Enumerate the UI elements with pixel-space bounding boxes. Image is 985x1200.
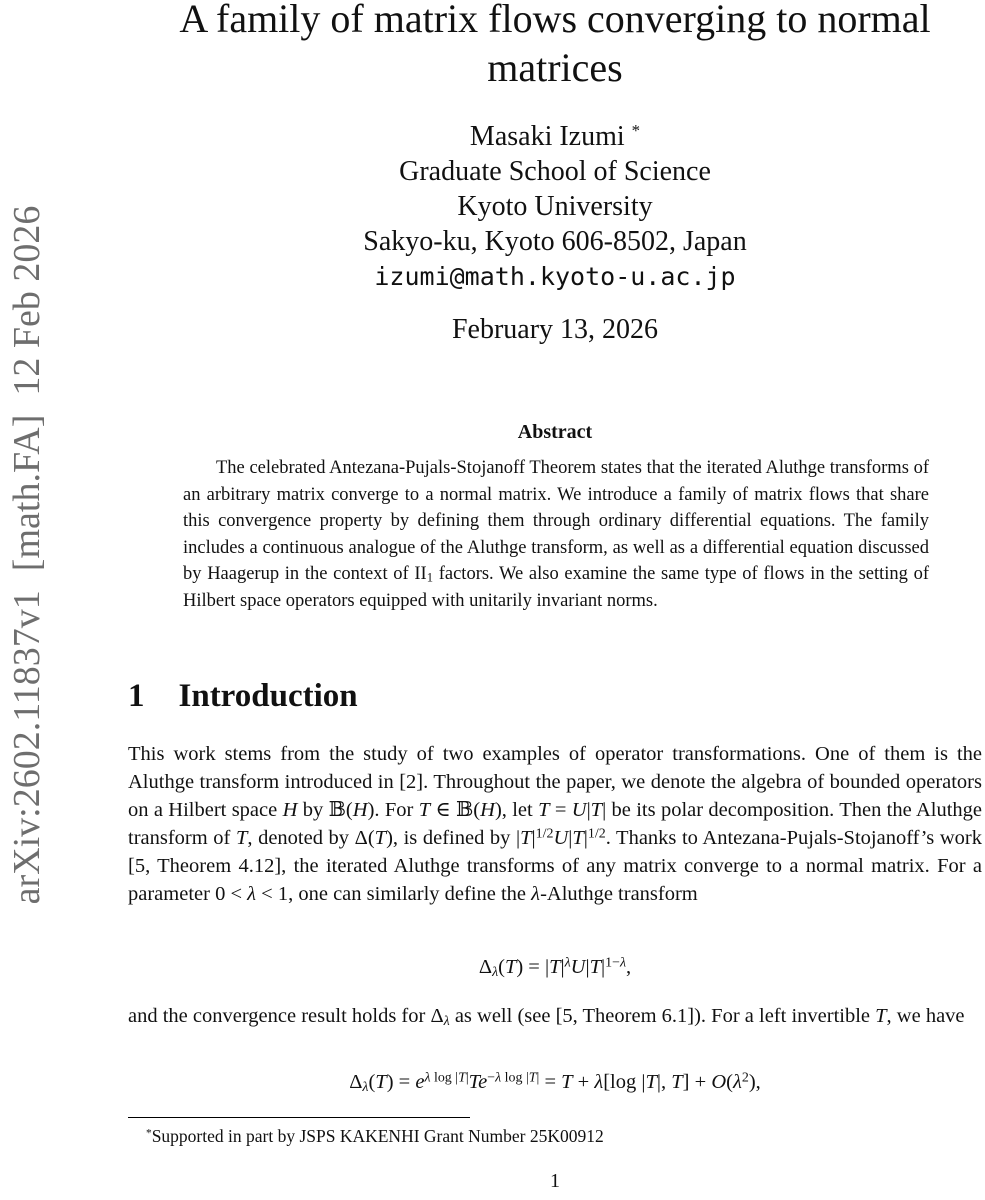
paper-date: February 13, 2026 [451, 314, 659, 345]
author-affiliation-3: Sakyo-ku, Kyoto 606-8502, Japan [363, 226, 747, 257]
intro-paragraph-1: This work stems from the study of two examples of operator transformations. One of them is the Aluthge transform introduced in [2]. Throughout the paper, we denote the algebra of bounded operators on a Hilbert space H by 𝔹(H). For T ∈ 𝔹(H), let T = U|T| be its polar decomposition. Then the Aluthge transform of T, denoted by Δ(T), is defined by $|T|^{1/2}U|T|^{1/2}$. Thanks to Antezana-Pujals-Stojanoff’s work [5, Theorem 4.12], the iterated Aluthge transforms of any matrix converge to a normal matrix. For a parameter 0 < λ < 1, one can similarly define the λ-Aluthge transform [128, 743, 982, 905]
footnote-rule [128, 1117, 470, 1118]
abstract-text: The celebrated Antezana-Pujals-Stojanoff Theorem states that the iterated Aluthge transforms of an arbitrary matrix converge to a normal matrix. We introduce a family of matrix flows that share this convergence property by defining them through ordinary differential equations. The family includes a continuous analogue of the Aluthge transform, as well as a differential equation discussed by Haagerup in the context of $II_1$ factors. We also examine the same type of flows in the setting of Hilbert space operators equipped with unitarily invariant norms. [183, 458, 929, 611]
author-name [120, 119, 985, 154]
author-thanks-mark: * [631, 120, 641, 140]
paper-title: A family of matrix flows converging to normal matrices [179, 0, 931, 90]
footnote [128, 1126, 982, 1147]
equation-expansion: $\Delta_\lambda(T) = e^{\lambda log |T|}Te^{-\lambda log |T|} = T + \lambda[\log$ |T|, $T] + O(\lambda^2)$, [349, 1070, 761, 1095]
author-block [120, 119, 985, 294]
arxiv-watermark: arXiv:2602.11837v1 [math.FA] 12 Feb 2026 [6, 205, 48, 905]
footnote-mark: * [146, 1127, 152, 1140]
footnote-text: Supported in part by JSPS KAKENHI Grant Number 25K00912 [151, 1126, 604, 1146]
author-name-text: Masaki Izumi [469, 121, 625, 152]
equation-lambda-aluthge: $\Delta_\lambda(T) = |T|^\lambda U|T|^{1-\lambda}$, [478, 955, 632, 980]
abstract-heading: Abstract [517, 421, 593, 443]
page-number: 1 [550, 1170, 560, 1192]
intro-paragraph-2: and the convergence result holds for $\Delta_\lambda$ as well (see [5, Theorem 6.1]). For a left invertible T, we have [128, 1005, 965, 1029]
section-number: 1 [128, 678, 145, 714]
section-1-heading [128, 678, 982, 715]
author-affiliation-2: Kyoto University [457, 191, 653, 222]
author-email: izumi@math.kyoto-u.ac.jp [374, 262, 736, 291]
author-affiliation-1: Graduate School of Science [399, 156, 711, 187]
section-title: Introduction [178, 678, 358, 714]
